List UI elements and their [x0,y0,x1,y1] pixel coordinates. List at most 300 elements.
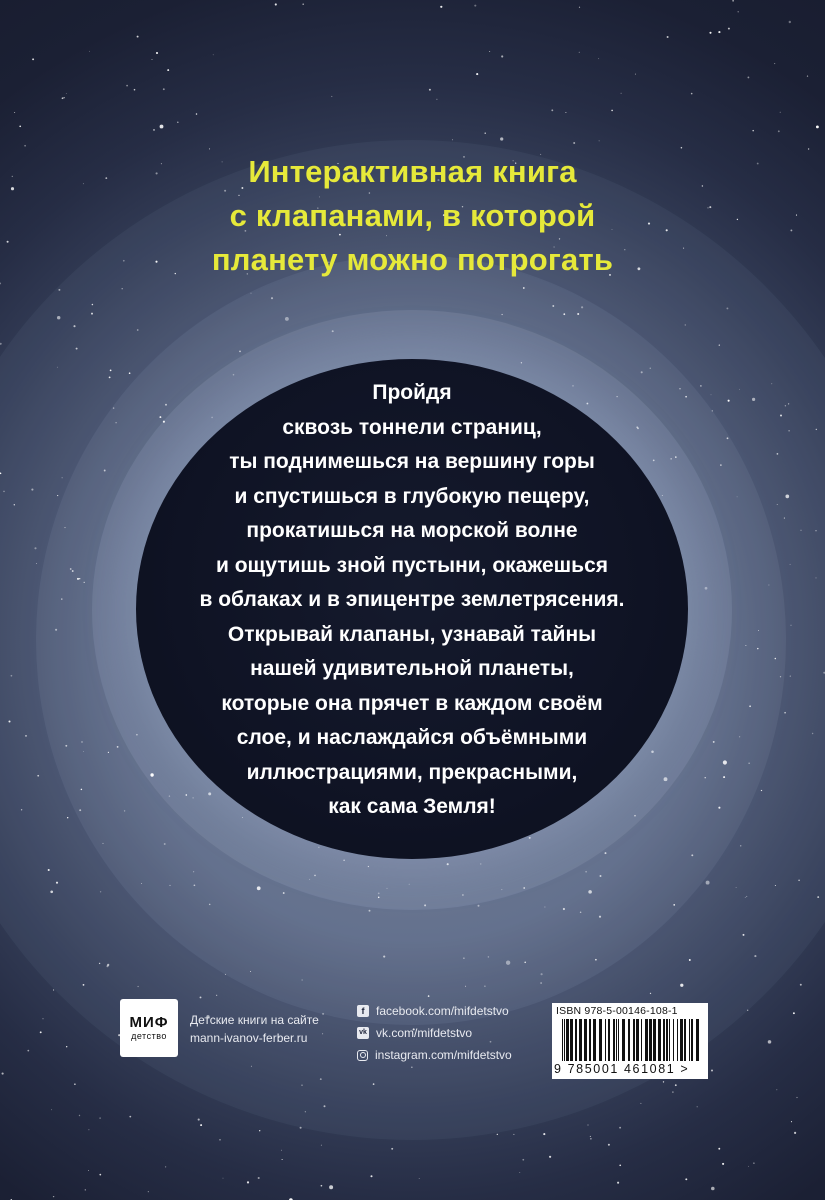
barcode-bar [689,1019,690,1061]
headline-line-1: Интерактивная книга [248,154,577,189]
star [99,1117,101,1119]
star [785,405,786,406]
star [817,896,819,898]
star [641,371,643,373]
star [552,305,554,307]
barcode-bar [680,1019,683,1061]
star [301,1084,303,1086]
star [739,389,740,390]
star [300,1127,302,1129]
star [198,1119,200,1121]
star [53,1196,54,1197]
blurb-line-4: и спустишься в глубокую пещеру, [234,484,590,508]
star [329,1185,333,1189]
star [705,777,706,778]
star [519,1172,520,1173]
star [501,55,503,57]
star [200,996,202,998]
star [529,837,531,839]
barcode-bar [628,1019,630,1061]
star [685,324,686,325]
star [775,658,777,660]
star [302,979,303,980]
star [107,964,109,966]
star [121,288,122,289]
star [727,437,729,439]
star [373,1083,375,1085]
star [247,1181,249,1183]
star [99,963,100,964]
star [2,1073,4,1075]
star [332,330,334,332]
star [383,956,385,958]
star [784,518,785,519]
star [61,598,62,599]
star [774,63,775,64]
star [79,809,81,811]
star [259,1130,260,1131]
star [691,854,693,856]
star [137,329,139,331]
star [275,3,277,5]
star [816,125,819,128]
star [611,110,613,112]
star [540,982,542,984]
star [258,1177,260,1179]
barcode-bar [649,1019,652,1061]
barcode-bar [564,1019,565,1061]
star [595,959,597,961]
star [747,76,749,78]
publisher-logo [120,999,178,1057]
star [798,879,800,881]
star [573,142,575,144]
star [474,5,476,7]
star [152,59,153,60]
star [411,1067,412,1068]
star [58,289,60,291]
star [36,563,37,564]
site-label: Детские книги на сайте [190,1013,319,1027]
barcode-bar [677,1019,678,1061]
star [48,869,50,871]
star [497,1134,498,1135]
blurb-line-5: прокатишься на морской волне [246,519,578,542]
star [14,112,15,113]
star [812,733,813,734]
star [697,1106,698,1107]
star [807,75,808,76]
star [712,410,713,411]
star [113,407,114,408]
star [689,959,691,961]
star [793,1012,795,1014]
star [331,96,332,97]
star [196,113,198,115]
social-link-facebook[interactable] [357,1000,512,1022]
star [672,1091,673,1092]
star [124,810,125,811]
star [55,629,57,631]
star [141,883,142,884]
barcode-bar [605,1019,606,1061]
star [485,133,486,134]
barcode-bar [641,1019,642,1061]
star [745,645,746,646]
star [737,11,738,12]
star [167,69,169,71]
star [219,1139,221,1141]
barcode-bar [618,1019,619,1061]
social-link-text: vk.com/mifdetstvo [376,1026,473,1040]
barcode-bar [658,1019,661,1061]
star [40,1031,42,1033]
barcode-bar [696,1019,699,1061]
star [673,904,675,906]
star [726,307,728,309]
star [223,1178,224,1179]
barcode-bar [584,1019,587,1061]
star [484,985,486,987]
site-url[interactable]: mann-ivanov-ferber.ru [190,1031,308,1045]
star [506,961,510,965]
star [447,863,449,865]
star [524,962,526,964]
star [513,1134,514,1135]
star [213,54,214,55]
star [777,453,779,455]
star [675,1084,677,1086]
barcode-bar [653,1019,656,1061]
star [732,0,734,2]
star [193,871,194,872]
star [753,1162,755,1164]
star [685,1178,687,1180]
star [79,578,80,579]
star [137,986,138,987]
star [370,1175,372,1177]
barcode-bar [622,1019,625,1061]
blurb-line-13: как сама Земля! [328,795,496,818]
star [718,1148,720,1150]
barcode-digits: 9 785001 461081 > [554,1062,690,1076]
star [523,887,525,889]
star [100,891,101,892]
star [621,93,622,94]
star [780,112,781,113]
star [283,892,285,894]
star [239,351,241,353]
blurb-line-12: иллюстрациями, прекрасными, [246,760,578,784]
star [436,99,437,100]
star [718,807,720,809]
star [761,790,762,791]
star [580,911,582,913]
star [84,582,85,583]
star [73,325,75,327]
star [608,1144,610,1146]
star [452,139,453,140]
star [309,879,310,880]
star [777,504,778,505]
star [579,52,580,53]
star [72,570,74,572]
star [523,287,525,289]
barcode-bar [579,1019,582,1061]
star [711,394,712,395]
star [728,400,730,402]
star [31,489,33,491]
star [588,890,592,894]
star [587,1124,588,1125]
star [314,875,316,877]
headline-line-3: планету можно потрогать [211,242,614,277]
star [748,1166,749,1167]
star [720,464,721,465]
barcode-bar [570,1019,573,1061]
star [109,376,111,378]
blurb-line-6: и ощутишь зной пустыни, окажешься [215,553,609,577]
star [635,74,636,75]
star [0,343,2,345]
star [177,121,179,123]
star [549,1156,551,1158]
star [66,93,67,94]
star [501,314,502,315]
star [129,1116,131,1118]
star [500,137,503,140]
star [429,89,431,91]
logo-subtitle: детство [131,1031,167,1041]
star [754,955,756,957]
star [110,370,112,372]
star [718,31,720,33]
social-link-text: facebook.com/mifdetstvo [376,1004,509,1018]
star [25,735,27,737]
barcode-bar [599,1019,602,1061]
star [784,712,786,714]
star [488,956,490,958]
star [780,415,782,417]
star [796,1097,797,1098]
star [501,889,502,890]
barcode-bar [593,1019,596,1061]
star [321,1185,323,1187]
star [723,760,727,764]
star [815,530,816,531]
barcode-bar [636,1019,639,1061]
star [590,1138,592,1140]
star [723,776,725,778]
star [70,568,72,570]
social-link-instagram[interactable] [357,1044,512,1066]
star [99,1174,101,1176]
star [302,3,304,5]
star [321,1145,322,1146]
star [788,403,789,404]
isbn-barcode-block [552,1003,708,1079]
star [749,763,750,764]
social-link-vk[interactable] [357,1022,512,1044]
star [746,896,747,897]
star [343,860,345,862]
star [780,676,781,677]
star [368,866,369,867]
star [577,313,579,315]
star [257,886,261,890]
star [74,1083,76,1085]
star [126,85,128,87]
logo-title: МИФ [129,1014,169,1031]
star [521,362,522,363]
star [816,429,817,430]
star [51,1109,52,1110]
barcode-bar [613,1019,615,1061]
star [320,1078,322,1080]
facebook-icon: f [357,1005,369,1017]
star [56,882,58,884]
star [27,1050,29,1052]
star [736,887,737,888]
star [62,477,63,478]
star [551,109,553,111]
star [209,904,211,906]
star [148,1191,149,1192]
star [324,1105,326,1107]
star [462,894,464,896]
star [250,971,251,972]
star [801,530,802,531]
star [66,1046,67,1047]
star [605,852,607,854]
star [667,36,669,38]
barcode-bar [669,1019,670,1061]
star [563,908,565,910]
star [378,897,380,899]
barcode-bar [616,1019,617,1061]
star [37,775,39,777]
star [83,751,84,752]
star [85,1189,86,1190]
star [88,1170,89,1171]
star [590,1136,591,1137]
barcode-bar [575,1019,577,1061]
star [57,495,58,496]
star [599,141,600,142]
social-links [357,1000,512,1066]
star [251,293,252,294]
star [579,7,580,8]
star [194,884,196,886]
star [740,845,741,846]
star [778,130,780,132]
star [785,495,789,499]
star [115,422,116,423]
social-link-text: instagram.com/mifdetstvo [375,1048,512,1062]
barcode-bar [589,1019,591,1061]
star [104,470,106,472]
star [522,1159,524,1161]
barcode-bar [608,1019,610,1061]
star [318,847,319,848]
instagram-icon [357,1050,368,1061]
star [747,1010,748,1011]
star [794,1132,796,1134]
star [768,584,769,585]
vk-icon: vk [357,1027,369,1039]
isbn-label: ISBN 978-5-00146-108-1 [556,1005,678,1017]
barcode-bar [691,1019,693,1061]
star [83,984,85,986]
star [617,1182,619,1184]
blurb-line-2: сквозь тоннели страниц, [282,415,542,439]
blurb-line-9: нашей удивительной планеты, [250,657,574,680]
star [737,496,738,497]
star [63,97,64,98]
star [705,587,708,590]
headline [0,150,825,282]
star [663,1081,664,1082]
star [776,1089,777,1090]
star [791,1121,792,1122]
star [719,344,720,345]
blurb-line-3: ты поднимешься на вершину горы [229,450,595,473]
star [117,746,119,748]
star [790,676,791,677]
star [164,843,166,845]
star [79,1115,80,1116]
blurb-line-1: Пройдя [372,381,452,404]
star [424,904,426,906]
star [163,88,165,90]
star [775,885,776,886]
star [19,125,21,127]
star [108,752,109,753]
star [285,317,289,321]
barcode-bar [633,1019,635,1061]
star [565,112,566,113]
star [722,1163,724,1165]
star [619,1164,621,1166]
star [200,1124,202,1126]
star [34,547,36,549]
star [281,1150,282,1151]
star [137,36,139,38]
star [739,736,740,737]
star [752,398,755,401]
star [476,73,478,75]
star [599,916,601,918]
star [129,372,131,374]
star [743,934,745,936]
star [758,630,759,631]
star [489,51,490,52]
star [0,282,1,284]
star [305,1111,306,1112]
blurb-line-10: которые она прячет в каждом своём [221,691,603,715]
star [251,1066,252,1067]
star [478,905,480,907]
star [88,1129,89,1130]
star [541,973,543,975]
star [11,675,13,677]
star [640,1103,641,1104]
star [791,625,792,626]
star [65,745,67,747]
star [165,1166,166,1167]
star [619,1127,621,1129]
star [711,1070,713,1072]
